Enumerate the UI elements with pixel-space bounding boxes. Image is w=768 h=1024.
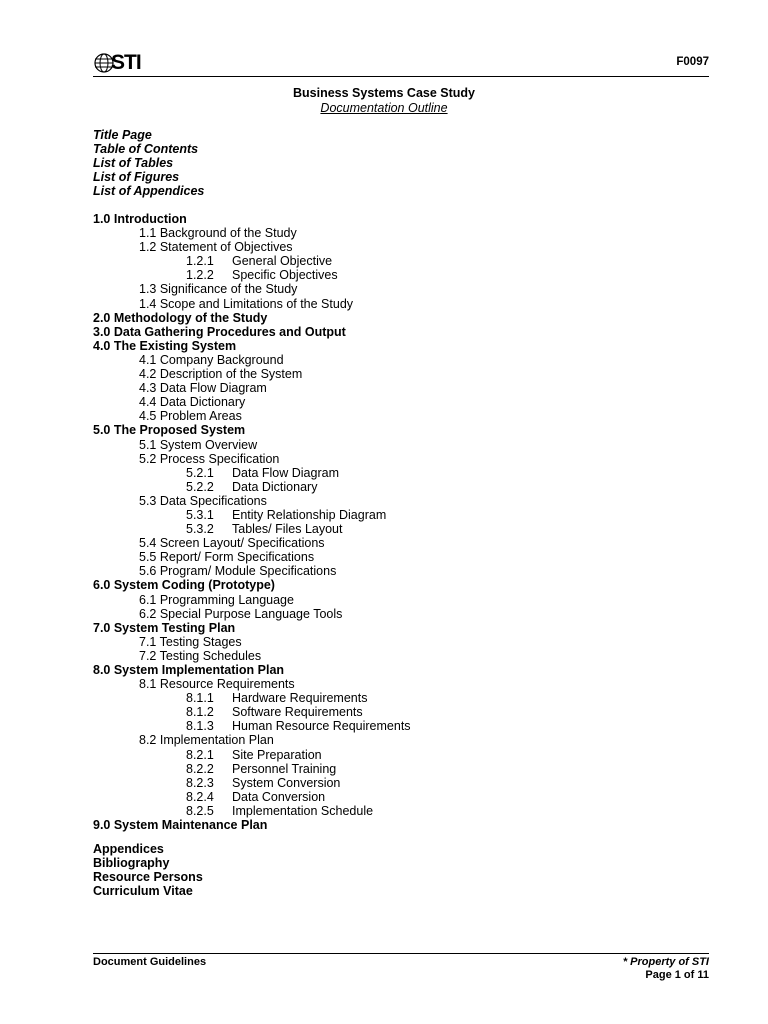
sub-subsection-item xyxy=(93,691,653,705)
back-matter-list xyxy=(93,842,203,898)
subsection-item: 4.2 Description of the System xyxy=(139,367,303,382)
subsection-item: 5.1 System Overview xyxy=(139,437,258,452)
sub-subsection-item xyxy=(93,790,653,804)
sub-subsection-item xyxy=(93,254,653,268)
item-text: Data Flow Diagram xyxy=(232,465,339,480)
item-text: Personnel Training xyxy=(232,761,337,776)
subsection-item: 5.4 Screen Layout/ Specifications xyxy=(139,536,325,551)
item-number: 5.3.1 xyxy=(186,507,214,522)
section-heading: 8.0 System Implementation Plan xyxy=(93,663,285,677)
footer-property: * Property of STI xyxy=(622,956,709,968)
item-number: 1.2.2 xyxy=(186,268,214,283)
item-text: System Conversion xyxy=(232,775,341,790)
item-text: Data Conversion xyxy=(232,789,326,804)
sub-subsection-item xyxy=(93,748,653,762)
sub-subsection-item xyxy=(93,480,653,494)
item-number: 8.1.2 xyxy=(186,705,214,720)
item-number: 8.1.1 xyxy=(186,691,214,706)
section-heading: 2.0 Methodology of the Study xyxy=(93,310,268,325)
subsection-item: 4.3 Data Flow Diagram xyxy=(139,381,267,396)
back-matter-item: Bibliography xyxy=(93,856,170,871)
item-text: General Objective xyxy=(232,254,333,269)
front-matter-list xyxy=(93,128,204,198)
subsection-item: 1.3 Significance of the Study xyxy=(139,282,298,297)
item-number: 5.2.2 xyxy=(186,479,214,494)
item-number: 5.3.2 xyxy=(186,522,214,537)
sub-subsection-item xyxy=(93,776,653,790)
subsection-item: 1.1 Background of the Study xyxy=(139,226,297,241)
subsection-item: 6.1 Programming Language xyxy=(139,592,294,607)
sub-subsection-item xyxy=(93,466,653,480)
section-heading: 3.0 Data Gathering Procedures and Output xyxy=(93,324,346,339)
sub-subsection-item xyxy=(93,762,653,776)
footer-page-number: Page 1 of 11 xyxy=(645,969,709,981)
section-heading: 6.0 System Coding (Prototype) xyxy=(93,578,275,593)
section-heading: 7.0 System Testing Plan xyxy=(93,620,236,635)
item-number: 8.2.3 xyxy=(186,775,214,790)
item-number: 1.2.1 xyxy=(186,254,214,269)
back-matter-item: Appendices xyxy=(93,842,164,856)
subsection-item: 1.2 Statement of Objectives xyxy=(139,240,293,255)
subsection-item: 8.1 Resource Requirements xyxy=(139,677,295,692)
subsection-item: 4.4 Data Dictionary xyxy=(139,395,246,410)
item-text: Human Resource Requirements xyxy=(232,719,411,734)
sub-subsection-item xyxy=(93,508,653,522)
sub-subsection-item xyxy=(93,522,653,536)
item-text: Software Requirements xyxy=(232,705,363,720)
back-matter-item: Resource Persons xyxy=(93,870,203,885)
form-code: F0097 xyxy=(676,56,709,68)
item-text: Hardware Requirements xyxy=(232,691,368,706)
page-footer xyxy=(93,953,709,981)
section-heading: 1.0 Introduction xyxy=(93,212,187,226)
sub-subsection-item xyxy=(93,268,653,282)
subsection-item: 6.2 Special Purpose Language Tools xyxy=(139,606,343,621)
sub-subsection-item xyxy=(93,804,653,818)
page-header xyxy=(93,40,709,77)
front-matter-item: List of Figures xyxy=(93,170,180,185)
item-number: 8.2.4 xyxy=(186,789,214,804)
front-matter-item: List of Appendices xyxy=(93,184,205,199)
item-number: 5.2.1 xyxy=(186,465,214,480)
item-text: Site Preparation xyxy=(232,747,322,762)
subsection-item: 5.2 Process Specification xyxy=(139,451,280,466)
front-matter-item: Title Page xyxy=(93,128,152,142)
outline-list xyxy=(93,212,653,832)
item-text: Data Dictionary xyxy=(232,479,318,494)
item-text: Entity Relationship Diagram xyxy=(232,507,387,522)
footer-info xyxy=(623,956,709,982)
item-number: 8.2.2 xyxy=(186,761,214,776)
subsection-item: 5.5 Report/ Form Specifications xyxy=(139,550,315,565)
item-text: Tables/ Files Layout xyxy=(232,522,343,537)
subsection-item: 7.2 Testing Schedules xyxy=(139,648,262,663)
subsection-item: 5.3 Data Specifications xyxy=(139,493,267,508)
subsection-item: 4.1 Company Background xyxy=(139,352,284,367)
document-subtitle: Documentation Outline xyxy=(320,101,448,115)
subsection-item: 7.1 Testing Stages xyxy=(139,634,242,649)
item-text: Specific Objectives xyxy=(232,268,338,283)
sub-subsection-item xyxy=(93,705,653,719)
subsection-item: 4.5 Problem Areas xyxy=(139,409,242,424)
item-number: 8.2.5 xyxy=(186,803,214,818)
subsection-item: 1.4 Scope and Limitations of the Study xyxy=(139,296,354,311)
subsection-item: 5.6 Program/ Module Specifications xyxy=(139,564,337,579)
item-number: 8.2.1 xyxy=(186,747,214,762)
footer-label: Document Guidelines xyxy=(93,956,207,968)
item-number: 8.1.3 xyxy=(186,719,214,734)
section-heading: 9.0 System Maintenance Plan xyxy=(93,818,268,833)
logo-text: STI xyxy=(111,51,141,74)
sub-subsection-item xyxy=(93,719,653,733)
subsection-item: 8.2 Implementation Plan xyxy=(139,733,274,748)
section-heading: 5.0 The Proposed System xyxy=(93,423,246,438)
document-title: Business Systems Case Study xyxy=(292,86,476,100)
front-matter-item: List of Tables xyxy=(93,156,174,171)
front-matter-item: Table of Contents xyxy=(93,142,199,157)
section-heading: 4.0 The Existing System xyxy=(93,338,237,353)
back-matter-item: Curriculum Vitae xyxy=(93,884,193,899)
item-text: Implementation Schedule xyxy=(232,803,374,818)
